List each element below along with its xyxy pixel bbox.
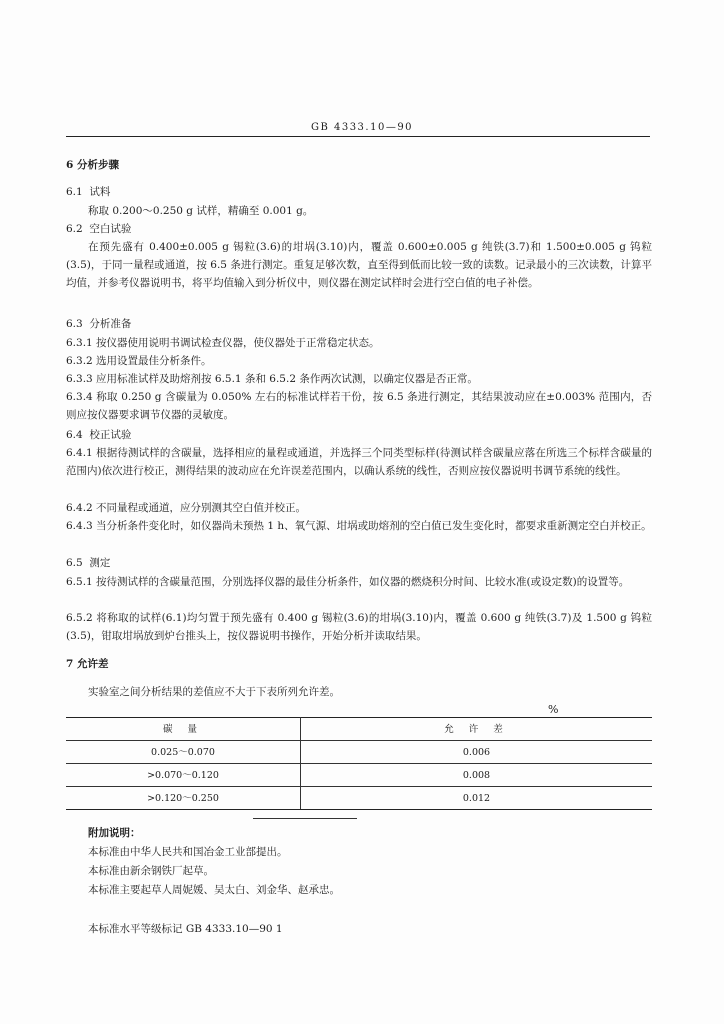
clause-6-3-2: 6.3.2 选用设置最佳分析条件。 xyxy=(66,355,212,367)
clause-6-4-1: 6.4.1 根据待测试样的含碳量，选择相应的量程或通道，并选择三个同类型标样(待测试样含碳量应落在所选三个标样含碳量的范围内)依次进行校正，测得结果的波动应在允许误差范围内，以确认系统的线性，否则应按仪器说明书调节系统的线性。 xyxy=(66,447,652,477)
footer-grade-mark: 本标准水平等级标记 GB 4333.10—90 1 xyxy=(88,923,283,935)
clause-6-4-3: 6.4.3 当分析条件变化时，如仪器尚未预热 1 h、氧气源、坩埚或助熔剂的空白值已发生变化时，都要求重新测定空白并校正。 xyxy=(66,520,652,532)
section-7-title: 7 允许差 xyxy=(66,658,109,670)
table-cell-range: 0.025～0.070 xyxy=(66,741,301,764)
subsection-6-3-heading xyxy=(66,316,131,333)
subsection-title: 校正试验 xyxy=(89,429,132,441)
end-of-text-rule xyxy=(253,818,357,819)
subsection-6-1-text: 称取 0.200～0.250 g 试样，精确至 0.001 g。 xyxy=(88,205,314,217)
table-row xyxy=(66,741,652,764)
clause-6-3-3: 6.3.3 应用标准试样及助熔剂按 6.5.1 条和 6.5.2 条作两次试测，以确定仪器是否正常。 xyxy=(66,373,478,385)
tolerance-table xyxy=(66,717,652,810)
clause-6-5-1: 6.5.1 按待测试样的含碳量范围，分别选择仪器的最佳分析条件，如仪器的燃烧积分时间、比较水准(或设定数)的设置等。 xyxy=(66,576,630,588)
clause-6-3-4: 6.3.4 称取 0.250 g 含碳量为 0.050% 左右的标准试样若干份，按 6.5 条进行测定，其结果波动应在±0.003% 范围内，否则应按仪器要求调节仪器的灵敏度。 xyxy=(66,391,652,421)
note-line: 本标准由中华人民共和国冶金工业部提出。 xyxy=(88,846,288,858)
table-row xyxy=(66,764,652,787)
subsection-6-2-text: 在预先盛有 0.400±0.005 g 锡粒(3.6)的坩埚(3.10)内，覆盖 0.600±0.005 g 纯铁(3.7)和 1.500±0.005 g 钨粒(3.5)，于同一量程或通道，按 6.5 条进行测定。重复足够次数，直至得到低而比较一致的读数。记录最小的三次读数，计算平均值，并参考仪器说明书，将平均值输入到分析仪中，则仪器在测定试样时会进行空白值的电子补偿。 xyxy=(66,241,652,289)
table-cell-tolerance: 0.012 xyxy=(301,787,653,810)
subsection-title: 试料 xyxy=(89,186,111,198)
section-6-title: 6 分析步骤 xyxy=(66,159,119,171)
section-7-intro: 实验室之间分析结果的差值应不大于下表所列允许差。 xyxy=(88,686,340,698)
subsection-number: 6.5 xyxy=(66,557,83,569)
additional-notes-title: 附加说明： xyxy=(88,827,141,839)
subsection-6-1-heading xyxy=(66,184,110,201)
subsection-number: 6.1 xyxy=(66,186,83,198)
table-unit-label: % xyxy=(548,703,559,716)
subsection-6-4-heading xyxy=(66,427,131,444)
subsection-6-2-heading xyxy=(66,221,131,238)
header-rule xyxy=(66,136,650,137)
note-line: 本标准由新余钢铁厂起草。 xyxy=(88,865,214,877)
clause-6-4-2: 6.4.2 不同量程或通道，应分别测其空白值并校正。 xyxy=(66,502,307,514)
subsection-number: 6.3 xyxy=(66,318,83,330)
table-cell-tolerance: 0.006 xyxy=(301,741,653,764)
subsection-title: 分析准备 xyxy=(89,318,132,330)
subsection-6-5-heading xyxy=(66,555,110,572)
table-cell-range: >0.070～0.120 xyxy=(66,764,301,787)
table-header-row xyxy=(66,718,652,741)
table-cell-tolerance: 0.008 xyxy=(301,764,653,787)
table-row xyxy=(66,787,652,810)
subsection-title: 测定 xyxy=(89,557,111,569)
table-cell-range: >0.120～0.250 xyxy=(66,787,301,810)
column-header-carbon-content: 碳 量 xyxy=(66,718,301,741)
subsection-number: 6.4 xyxy=(66,429,83,441)
note-line: 本标准主要起草人周妮媛、吴太白、刘金华、赵承忠。 xyxy=(88,884,340,896)
standard-code-header: GB 4333.10—90 xyxy=(310,122,414,133)
clause-6-5-2: 6.5.2 将称取的试样(6.1)均匀置于预先盛有 0.400 g 锡粒(3.6)的坩埚(3.10)内，覆盖 0.600 g 纯铁(3.7)及 1.500 g 钨粒(3.5)，钳取坩埚放到炉台推头上，按仪器说明书操作，开始分析并读取结果。 xyxy=(66,612,652,642)
subsection-title: 空白试验 xyxy=(89,223,132,235)
subsection-number: 6.2 xyxy=(66,223,83,235)
clause-6-3-1: 6.3.1 按仪器使用说明书调试检查仪器，使仪器处于正常稳定状态。 xyxy=(66,337,380,349)
column-header-tolerance: 允 许 差 xyxy=(301,718,653,741)
